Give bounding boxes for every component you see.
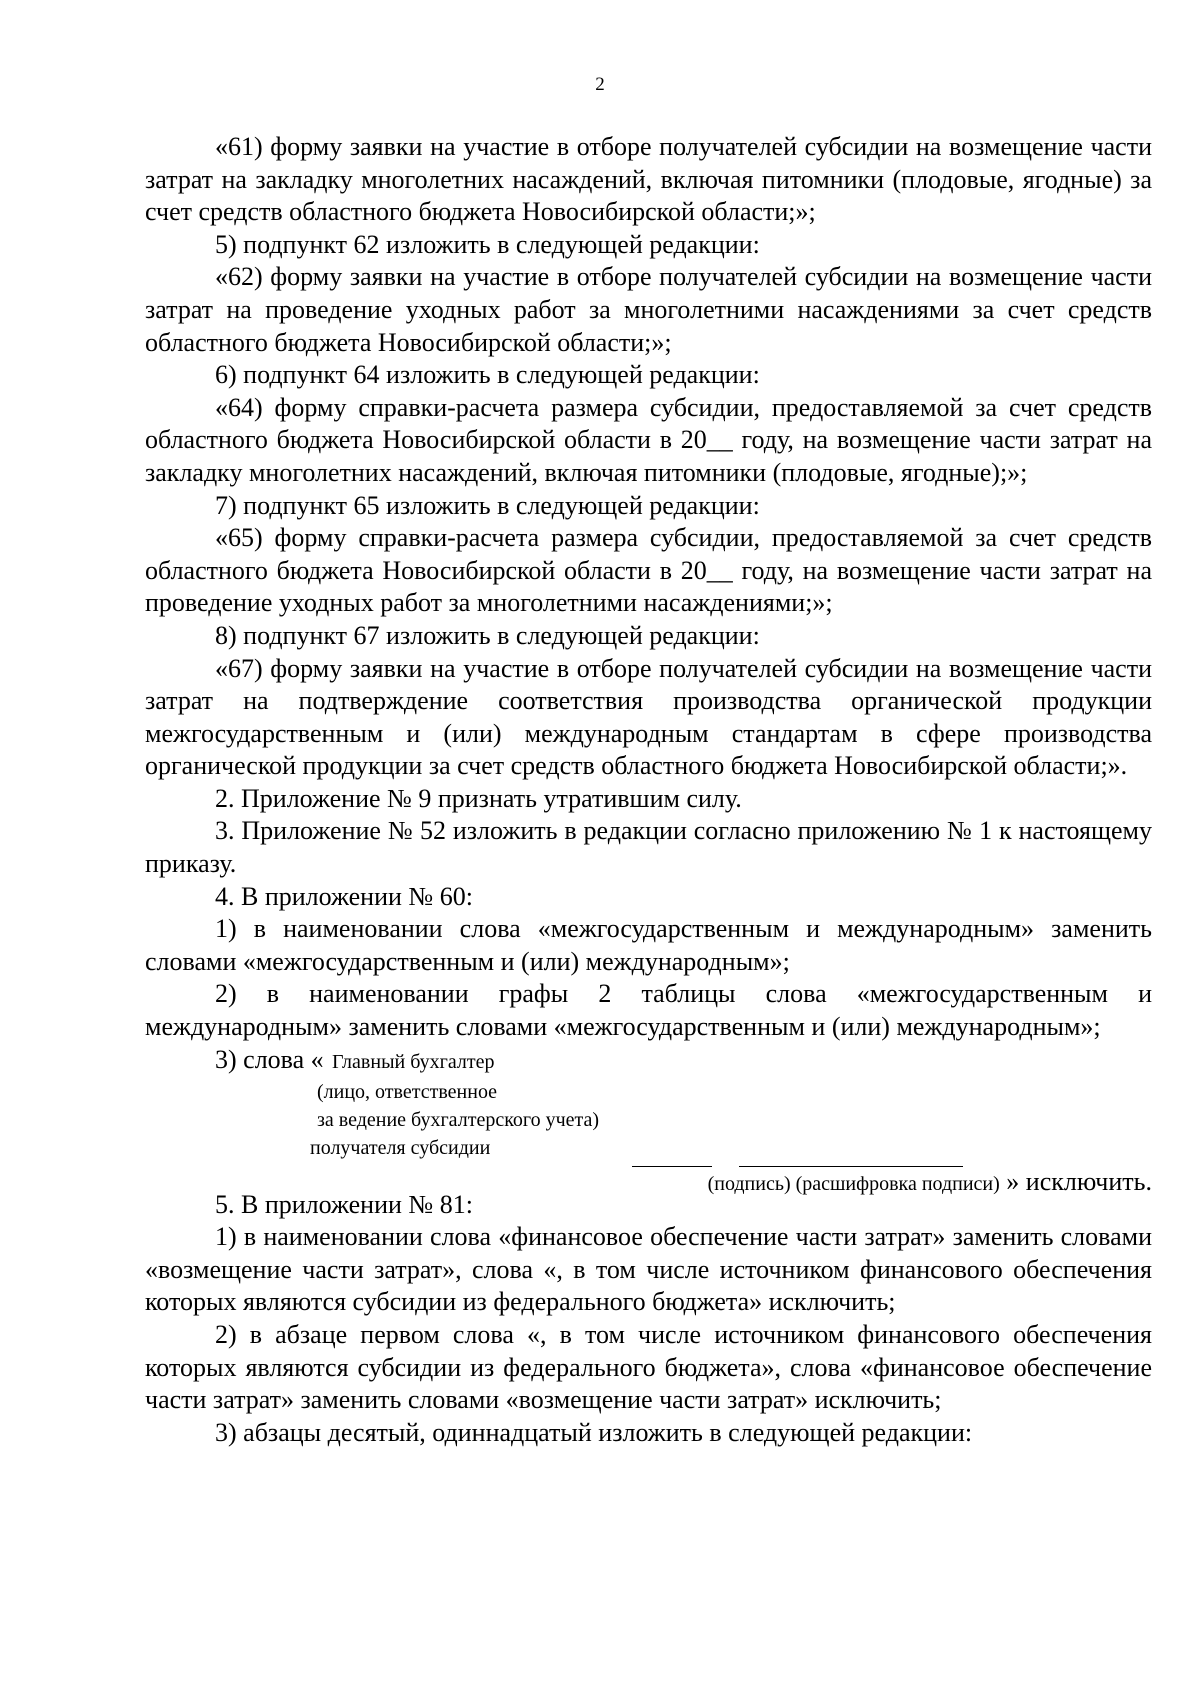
- paragraph: 7) подпункт 65 изложить в следующей редакции:: [215, 490, 760, 520]
- paragraph: 6) подпункт 64 изложить в следующей редакции:: [215, 360, 760, 390]
- paragraph: «65) форму справки-расчета размера субсидии, предоставляемой за счет средств областного бюджета Новосибирской области в 20__ году, на возмещение части затрат на проведение уходных работ за многолетними насаждениями;»;: [145, 523, 1152, 618]
- paragraph: 3. Приложение № 52 изложить в редакции согласно приложению № 1 к настоящему приказу.: [145, 816, 1152, 879]
- signature-chief-accountant: Главный бухгалтер: [332, 1050, 495, 1073]
- paragraph: 3) абзацы десятый, одиннадцатый изложить в следующей редакции:: [215, 1417, 973, 1447]
- signature-caption: (подпись) (расшифровка подписи): [707, 1172, 1000, 1195]
- paragraph: 5. В приложении № 81:: [215, 1189, 473, 1219]
- paragraph: «62) форму заявки на участие в отборе получателей субсидии на возмещение части затрат на проведение уходных работ за многолетними насаждениями за счет средств областного бюджета Новосибирской области;»;: [145, 262, 1152, 357]
- paragraph: 4. В приложении № 60:: [215, 881, 473, 911]
- signature-accounting-duty: за ведение бухгалтерского учета): [317, 1108, 600, 1131]
- signature-line: [632, 1166, 712, 1167]
- paragraph: «67) форму заявки на участие в отборе получателей субсидии на возмещение части затрат на подтверждение соответствия производства органической продукции межгосударственным и (или) международным стандартам в сфере производства органической продукции за счет средств областного бюджета Новосибирской области;».: [145, 653, 1152, 781]
- paragraph: «64) форму справки-расчета размера субсидии, предоставляемой за счет средств областного бюджета Новосибирской области в 20__ году, на возмещение части затрат на закладку многолетних насаждений, включая питомники (плодовые, ягодные);»;: [145, 392, 1152, 487]
- signature-responsible-person: (лицо, ответственное: [317, 1080, 498, 1103]
- paragraph: «61) форму заявки на участие в отборе получателей субсидии на возмещение части затрат на закладку многолетних насаждений, включая питомники (плодовые, ягодные) за счет средств областного бюджета Новосибирской области;»;: [145, 132, 1152, 227]
- paragraph: 1) в наименовании слова «финансовое обеспечение части затрат» заменить словами «возмещение части затрат», слова «, в том числе источником финансового обеспечения которых являются субсидии из федерального бюджета» исключить;: [145, 1222, 1152, 1317]
- paragraph: 1) в наименовании слова «межгосударственным и международным» заменить словами «межгосударственным и (или) международным»;: [145, 914, 1152, 976]
- signature-caption-row: [708, 1166, 1152, 1200]
- paragraph: 8) подпункт 67 изложить в следующей редакции:: [215, 620, 760, 650]
- signature-prefix: 3) слова «: [215, 1044, 324, 1074]
- signature-block: [145, 1044, 1152, 1196]
- page-number: 2: [595, 74, 605, 95]
- signature-suffix: » исключить.: [999, 1166, 1152, 1196]
- paragraph: 5) подпункт 62 изложить в следующей редакции:: [215, 229, 760, 259]
- paragraph: 2) в абзаце первом слова «, в том числе источником финансового обеспечения которых являются субсидии из федерального бюджета», слова «финансовое обеспечение части затрат» заменить словами «возмещение части затрат» исключить;: [145, 1320, 1152, 1415]
- signature-recipient: получателя субсидии: [310, 1136, 491, 1159]
- document-body: [145, 131, 1152, 1449]
- paragraph: 2) в наименовании графы 2 таблицы слова «межгосударственным и международным» заменить словами «межгосударственным и (или) международным»;: [145, 979, 1152, 1042]
- paragraph: 2. Приложение № 9 признать утратившим силу.: [215, 783, 742, 813]
